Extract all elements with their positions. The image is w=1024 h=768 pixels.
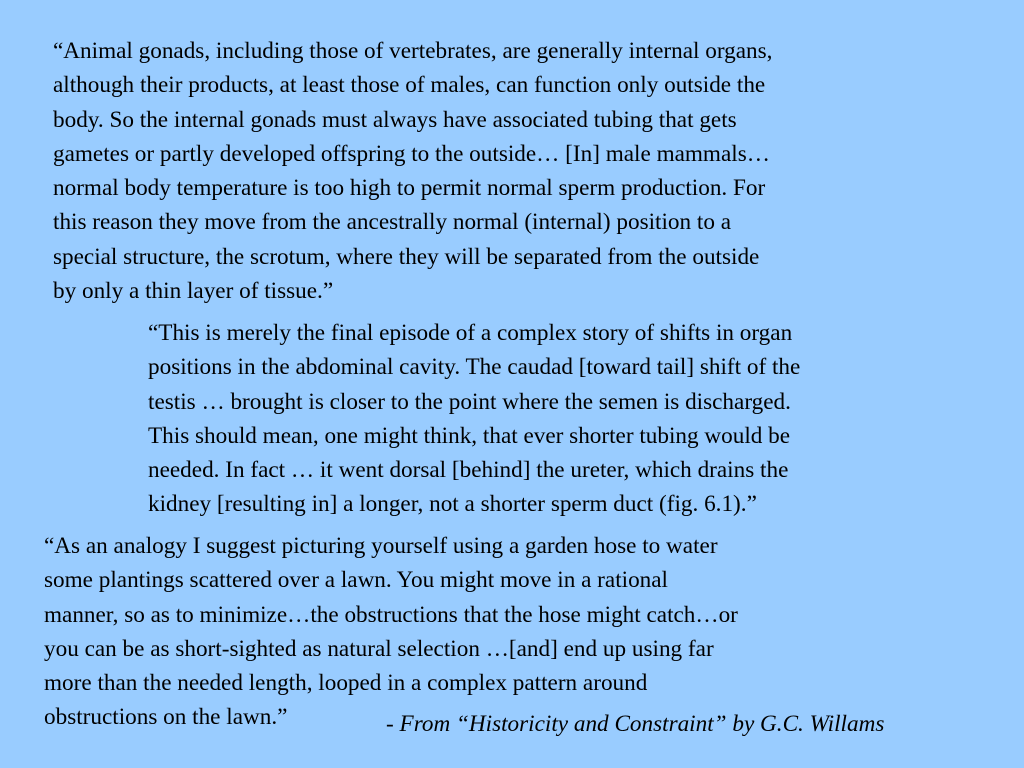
quote-line: positions in the abdominal cavity. The caudad [toward tail] shift of the: [148, 354, 801, 381]
quote-line: although their products, at least those of males, can function only outside the: [53, 72, 766, 99]
quote-line: testis … brought is closer to the point where the semen is discharged.: [148, 388, 791, 415]
quote-gonads-paragraph: [53, 34, 772, 308]
quote-line: kidney [resulting in] a longer, not a shorter sperm duct (fig. 6.1).”: [148, 491, 757, 518]
quote-line: manner, so as to minimize…the obstructions that the hose might catch…or: [44, 601, 738, 628]
quote-line: “Animal gonads, including those of vertebrates, are generally internal organs,: [53, 38, 773, 64]
quote-line: This should mean, one might think, that ever shorter tubing would be: [148, 422, 791, 449]
quote-line: this reason they move from the ancestrally normal (internal) position to a: [53, 209, 732, 236]
quote-line: “As an analogy I suggest picturing yourself using a garden hose to water: [44, 533, 718, 559]
quote-line: by only a thin layer of tissue.”: [53, 278, 334, 305]
quote-line: obstructions on the lawn.”: [44, 704, 288, 731]
quote-line: “This is merely the final episode of a complex story of shifts in organ: [148, 320, 793, 346]
quote-line: gametes or partly developed offspring to the outside… [In] male mammals…: [53, 140, 770, 167]
quote-line: more than the needed length, looped in a complex pattern around: [44, 670, 648, 697]
quote-garden-hose-paragraph: [44, 529, 738, 735]
quote-line: body. So the internal gonads must always have associated tubing that gets: [53, 106, 737, 133]
source-attribution: [386, 707, 884, 741]
quote-line: you can be as short-sighted as natural selection …[and] end up using far: [44, 635, 714, 662]
quote-line: normal body temperature is too high to permit normal sperm production. For: [53, 175, 766, 202]
quote-line: some plantings scattered over a lawn. You might move in a rational: [44, 567, 669, 594]
attribution-text: From “Historicity and Constraint” by G.C. Willams: [399, 711, 885, 737]
attribution-dash: -: [386, 711, 400, 737]
quote-line: special structure, the scrotum, where they will be separated from the outside: [53, 243, 760, 270]
quote-organ-shift-paragraph: [148, 316, 800, 522]
quote-line: needed. In fact … it went dorsal [behind] the ureter, which drains the: [148, 457, 789, 484]
